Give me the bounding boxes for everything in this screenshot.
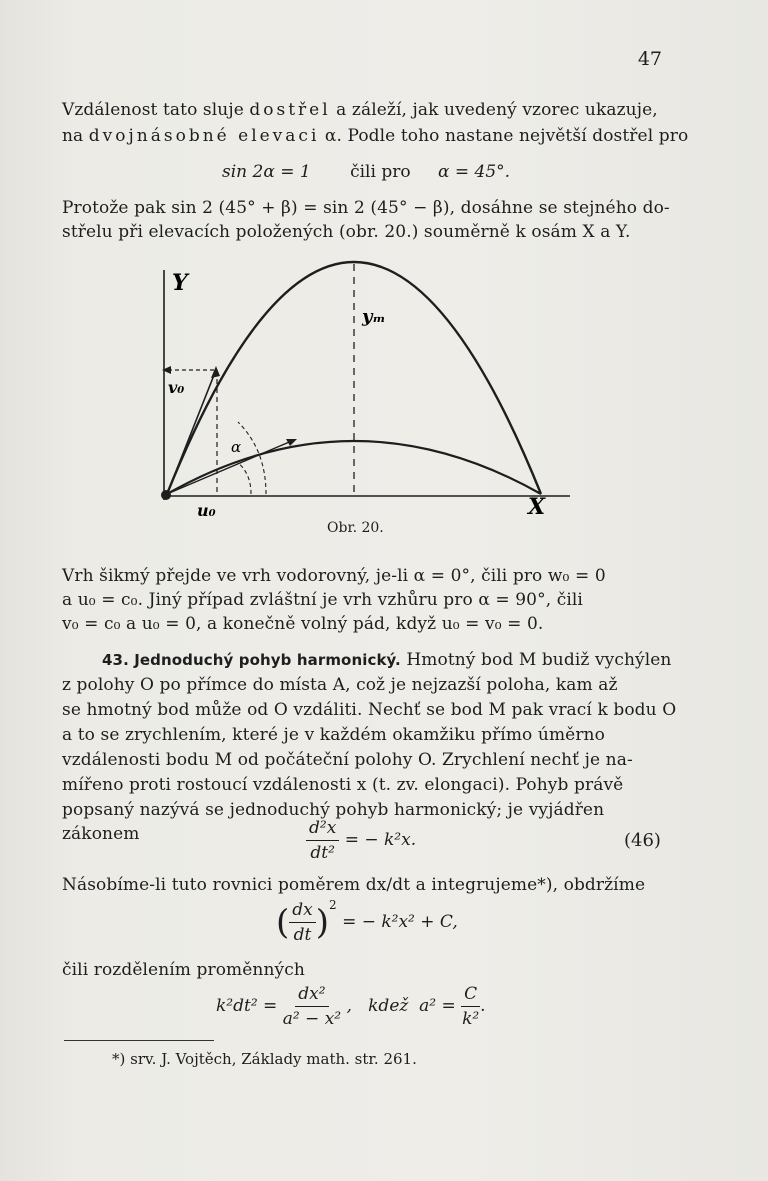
- section-43-line8: zákonem: [62, 824, 140, 844]
- equation-separation: [216, 984, 486, 1029]
- para3-line2: a u₀ = c₀. Jiný případ zvláštní je vrh vzhůru pro α = 90°, čili: [62, 590, 583, 610]
- section-43-line7: popsaný nazývá se jednoduchý pohyb harmonický; je vyjádřen: [62, 800, 605, 820]
- origin-point: [161, 490, 171, 500]
- label-u0: u₀: [197, 501, 216, 520]
- para2-line1: Protože pak sin 2 (45° + β) = sin 2 (45° − β), dosáhne se stejného do-: [62, 198, 670, 218]
- para5: čili rozdělením proměnných: [62, 960, 305, 980]
- label-ym: yₘ: [362, 306, 386, 327]
- para3-line3: v₀ = c₀ a u₀ = 0, a konečně volný pád, když u₀ = v₀ = 0.: [62, 614, 544, 634]
- exponent: 2: [329, 898, 337, 912]
- footnote-rule: [64, 1040, 214, 1041]
- fraction-denominator: dt: [293, 925, 312, 945]
- footnote: *) srv. J. Vojtěch, Základy math. str. 261.: [112, 1050, 417, 1068]
- text-run: na: [62, 126, 89, 146]
- equation-lhs: sin 2α = 1: [222, 162, 311, 182]
- fraction-numerator: C: [461, 984, 480, 1007]
- para2-line2: střelu při elevacích položených (obr. 20.) souměrně k osám X a Y.: [62, 222, 631, 242]
- label-v0: v₀: [168, 378, 185, 397]
- fraction-d2x-dt2: [306, 818, 339, 863]
- figure-caption: Obr. 20.: [327, 520, 384, 536]
- angle-arc-low: [237, 462, 251, 494]
- fraction-numerator: d²x: [306, 818, 339, 841]
- para4: Násobíme-li tuto rovnici poměrem dx/dt a integrujeme*), obdržíme: [62, 875, 646, 895]
- equation-rhs: = − k²x² + C,: [342, 912, 458, 932]
- equation-rhs: α = 45°.: [437, 162, 511, 182]
- fraction-denominator: a² − x²: [282, 1009, 342, 1029]
- equation-rhs: = − k²x.: [344, 830, 417, 850]
- page-number: 47: [637, 48, 662, 70]
- label-alpha: α: [231, 438, 242, 456]
- spaced-term-dostrel: dostřel: [249, 100, 331, 120]
- equation-46: [306, 818, 416, 863]
- equation-end: .: [480, 996, 486, 1016]
- fraction-numerator: dx: [289, 900, 315, 923]
- section-43-title: 43. Jednoduchý pohyb harmonický.: [102, 651, 401, 669]
- text-run: Hmotný bod M budiž vychýlen: [400, 650, 672, 670]
- fraction-denominator: k²: [462, 1009, 480, 1029]
- section-43-line6: mířeno proti rostoucí vzdálenosti x (t. zv. elongaci). Pohyb právě: [62, 775, 624, 795]
- equation-lhs: k²dt² =: [216, 996, 278, 1016]
- label-x-axis: X: [528, 494, 546, 520]
- paren-open: (: [276, 902, 290, 943]
- section-43-line4: a to se zrychlením, které je v každém okamžiku přímo úměrno: [62, 725, 605, 745]
- section-43-line3: se hmotný bod může od O vzdáliti. Nechť se bod M pak vrací k bodu O: [62, 700, 677, 720]
- label-y-axis: Y: [172, 270, 188, 296]
- section-43-line5: vzdálenosti bodu M od počáteční polohy O. Zrychlení nechť je na-: [62, 750, 633, 770]
- fraction-denominator: dt²: [310, 843, 335, 863]
- equation-integrated: [276, 898, 458, 945]
- text-run: Vzdálenost tato sluje: [62, 100, 250, 120]
- section-43-line1: [102, 650, 671, 670]
- equation-connector: čili pro: [350, 162, 411, 182]
- equation-number-46: (46): [624, 830, 661, 851]
- fraction-dx-dt: [289, 900, 315, 945]
- fraction-c-k2: [461, 984, 480, 1029]
- section-43-line2: z polohy O po přímce do místa A, což je nejzazší poloha, kam až: [62, 675, 618, 695]
- text-run: α. Podle toho nastane největší dostřel pro: [319, 126, 689, 146]
- paren-close: ): [315, 902, 330, 943]
- para3-line1: Vrh šikmý přejde ve vrh vodorovný, je-li α = 0°, čili pro w₀ = 0: [62, 566, 606, 586]
- fraction-numerator: dx²: [295, 984, 328, 1007]
- spaced-term-elevace: dvojnásobné elevaci: [88, 126, 320, 146]
- fraction-dx2: [283, 984, 341, 1029]
- arrowhead-high: [211, 366, 220, 378]
- equation-connector: , kdež a² =: [346, 996, 456, 1016]
- text-run: a záleží, jak uvedený vzorec ukazuje,: [330, 100, 658, 120]
